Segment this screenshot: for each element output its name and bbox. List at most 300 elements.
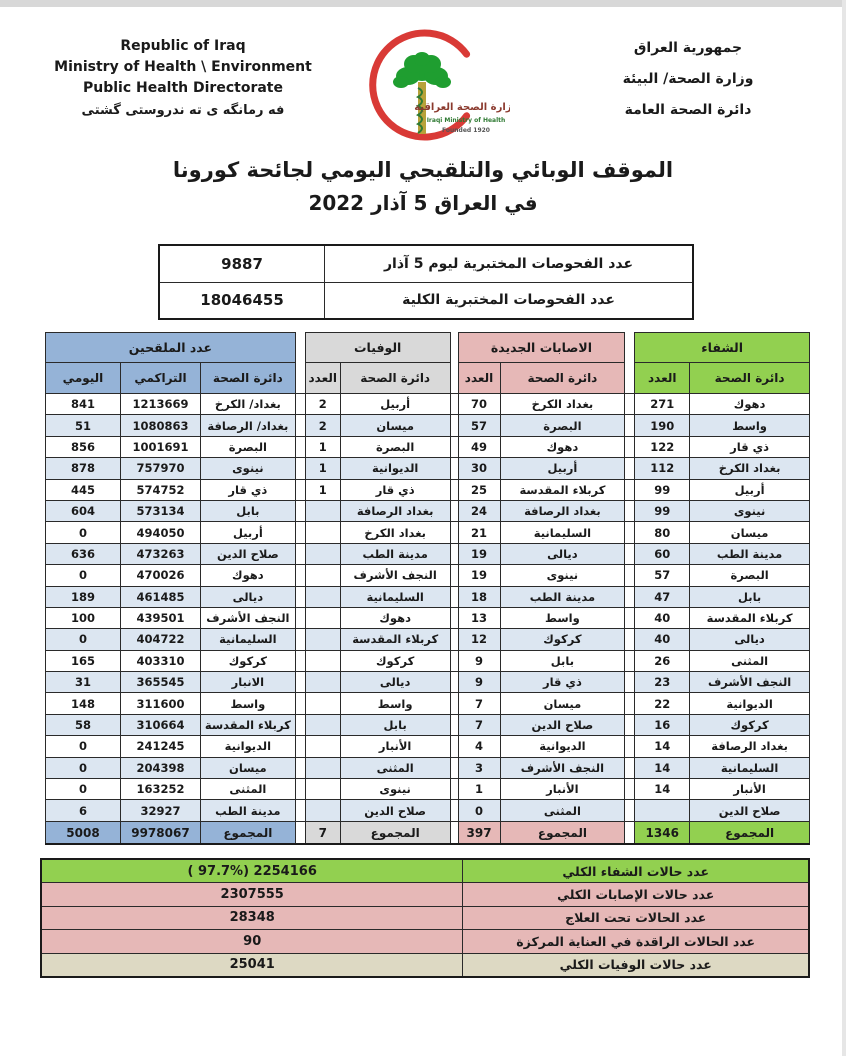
new-cases-count: 0 bbox=[458, 800, 500, 821]
deaths-count bbox=[305, 779, 340, 800]
summary-value: 2307555 bbox=[41, 883, 463, 907]
table-row bbox=[46, 779, 810, 800]
table-row bbox=[46, 672, 810, 693]
spacer-cell bbox=[625, 672, 635, 693]
logo-arabic-text: وزارة الصحة العراقية bbox=[414, 102, 510, 113]
spacer-cell bbox=[295, 415, 305, 436]
deaths-count bbox=[305, 672, 340, 693]
spacer-cell bbox=[625, 479, 635, 500]
new-cases-directorate: المثنى bbox=[500, 800, 625, 821]
lab-tests-row bbox=[159, 282, 693, 319]
spacer-cell bbox=[295, 629, 305, 650]
table-row bbox=[46, 800, 810, 821]
main-statistics-table bbox=[45, 332, 810, 845]
spacer-cell bbox=[625, 757, 635, 778]
recovery-directorate: ميسان bbox=[690, 522, 810, 543]
deaths-directorate: أربيل bbox=[340, 394, 450, 415]
vaccinated-daily: 6 bbox=[46, 800, 121, 821]
summary-row bbox=[41, 859, 809, 883]
vaccinated-cumulative: 1080863 bbox=[120, 415, 200, 436]
recovery-count: 80 bbox=[635, 522, 690, 543]
spacer-cell bbox=[450, 363, 458, 394]
spacer-cell bbox=[450, 394, 458, 415]
vaccinated-daily: 100 bbox=[46, 607, 121, 628]
vaccinated-daily: 31 bbox=[46, 672, 121, 693]
deaths-col-directorate: دائرة الصحة bbox=[340, 363, 450, 394]
deaths-count: 1 bbox=[305, 436, 340, 457]
table-row bbox=[46, 607, 810, 628]
vaccinated-col-cumulative: التراكمي bbox=[120, 363, 200, 394]
new-cases-directorate: البصرة bbox=[500, 415, 625, 436]
spacer-cell bbox=[450, 436, 458, 457]
spacer-cell bbox=[625, 779, 635, 800]
deaths-directorate: مدينة الطب bbox=[340, 543, 450, 564]
vaccinated-daily: 0 bbox=[46, 779, 121, 800]
recovery-count: 40 bbox=[635, 607, 690, 628]
spacer-cell bbox=[625, 693, 635, 714]
main-table-body bbox=[46, 394, 810, 845]
new-cases-count: 1 bbox=[458, 779, 500, 800]
vaccinated-daily: 636 bbox=[46, 543, 121, 564]
deaths-directorate: نينوى bbox=[340, 779, 450, 800]
vaccinated-daily: 878 bbox=[46, 458, 121, 479]
deaths-count bbox=[305, 586, 340, 607]
recovery-count: 14 bbox=[635, 779, 690, 800]
report-title-line2: في العراق 5 آذار 2022 bbox=[308, 191, 538, 215]
summary-label: عدد الحالات تحت العلاج bbox=[463, 906, 809, 930]
new-cases-count: 57 bbox=[458, 415, 500, 436]
deaths-total-value: 7 bbox=[305, 821, 340, 844]
deaths-total-label: المجموع bbox=[340, 821, 450, 844]
deaths-directorate: بغداد الكرخ bbox=[340, 522, 450, 543]
vaccinated-directorate: مدينة الطب bbox=[200, 800, 295, 821]
column-header-row bbox=[46, 363, 810, 394]
vaccinated-directorate: ديالى bbox=[200, 586, 295, 607]
summary-row bbox=[41, 906, 809, 930]
spacer-cell bbox=[450, 500, 458, 521]
vaccinated-cumulative: 404722 bbox=[120, 629, 200, 650]
vaccinated-col-directorate: دائرة الصحة bbox=[200, 363, 295, 394]
spacer-cell bbox=[625, 650, 635, 671]
deaths-count: 1 bbox=[305, 458, 340, 479]
recovery-directorate: بغداد الرصافة bbox=[690, 736, 810, 757]
new-cases-directorate: ديالى bbox=[500, 543, 625, 564]
deaths-count: 1 bbox=[305, 479, 340, 500]
table-row bbox=[46, 394, 810, 415]
table-row bbox=[46, 714, 810, 735]
deaths-directorate: ديالى bbox=[340, 672, 450, 693]
new-cases-count: 12 bbox=[458, 629, 500, 650]
deaths-directorate: واسط bbox=[340, 693, 450, 714]
vaccinated-daily: 856 bbox=[46, 436, 121, 457]
recovery-directorate: أربيل bbox=[690, 479, 810, 500]
table-row bbox=[46, 693, 810, 714]
vaccinated-cumulative: 310664 bbox=[120, 714, 200, 735]
spacer-cell bbox=[450, 800, 458, 821]
table-row bbox=[46, 436, 810, 457]
recovery-directorate: البصرة bbox=[690, 565, 810, 586]
new-cases-count: 30 bbox=[458, 458, 500, 479]
deaths-count bbox=[305, 629, 340, 650]
summary-row bbox=[41, 930, 809, 954]
new-cases-directorate: بغداد الرصافة bbox=[500, 500, 625, 521]
vaccinated-directorate: دهوك bbox=[200, 565, 295, 586]
spacer-cell bbox=[295, 800, 305, 821]
new-cases-directorate: مدينة الطب bbox=[500, 586, 625, 607]
deaths-count bbox=[305, 565, 340, 586]
spacer-cell bbox=[295, 821, 305, 844]
spacer-cell bbox=[625, 458, 635, 479]
recovery-count: 47 bbox=[635, 586, 690, 607]
spacer-cell bbox=[450, 693, 458, 714]
vaccinated-directorate: كربلاء المقدسة bbox=[200, 714, 295, 735]
spacer-cell bbox=[450, 543, 458, 564]
recovery-directorate: السليمانية bbox=[690, 757, 810, 778]
deaths-count bbox=[305, 522, 340, 543]
recovery-count: 122 bbox=[635, 436, 690, 457]
vaccinated-directorate: واسط bbox=[200, 693, 295, 714]
recovery-count: 14 bbox=[635, 757, 690, 778]
spacer-cell bbox=[625, 415, 635, 436]
deaths-count bbox=[305, 714, 340, 735]
header-english-block bbox=[18, 36, 348, 121]
spacer-cell bbox=[295, 500, 305, 521]
spacer-cell bbox=[295, 779, 305, 800]
new-cases-directorate: بابل bbox=[500, 650, 625, 671]
recovery-directorate: كربلاء المقدسة bbox=[690, 607, 810, 628]
deaths-directorate: دهوك bbox=[340, 607, 450, 628]
ministry-logo bbox=[342, 22, 510, 148]
vaccinated-directorate: بابل bbox=[200, 500, 295, 521]
new-cases-directorate: الديوانية bbox=[500, 736, 625, 757]
deaths-count bbox=[305, 607, 340, 628]
spacer-cell bbox=[625, 714, 635, 735]
new-cases-count: 25 bbox=[458, 479, 500, 500]
totals-row bbox=[46, 821, 810, 844]
vaccinated-cumulative: 311600 bbox=[120, 693, 200, 714]
vaccinated-directorate: أربيل bbox=[200, 522, 295, 543]
vaccinated-directorate: ذي قار bbox=[200, 479, 295, 500]
recovery-count: 190 bbox=[635, 415, 690, 436]
recovery-count: 14 bbox=[635, 736, 690, 757]
recovery-directorate: بابل bbox=[690, 586, 810, 607]
vaccinated-cumulative: 574752 bbox=[120, 479, 200, 500]
spacer-cell bbox=[450, 821, 458, 844]
vaccinated-daily: 0 bbox=[46, 629, 121, 650]
spacer-cell bbox=[625, 800, 635, 821]
vaccinated-table-title: عدد الملقحين bbox=[46, 333, 296, 363]
summary-value: 90 bbox=[41, 930, 463, 954]
recovery-count: 60 bbox=[635, 543, 690, 564]
spacer-cell bbox=[450, 333, 458, 363]
recovery-directorate: المثنى bbox=[690, 650, 810, 671]
spacer-cell bbox=[625, 736, 635, 757]
spacer-cell bbox=[295, 479, 305, 500]
summary-row bbox=[41, 953, 809, 977]
vaccinated-directorate: صلاح الدين bbox=[200, 543, 295, 564]
recovery-count: 57 bbox=[635, 565, 690, 586]
summary-value: 25041 bbox=[41, 953, 463, 977]
spacer-cell bbox=[625, 436, 635, 457]
summary-table-body bbox=[41, 859, 809, 977]
table-row bbox=[46, 629, 810, 650]
spacer-cell bbox=[625, 607, 635, 628]
report-title-line1: الموقف الوبائي والتلقيحي اليومي لجائحة كورونا bbox=[172, 158, 674, 182]
vaccinated-cumulative: 439501 bbox=[120, 607, 200, 628]
deaths-count bbox=[305, 543, 340, 564]
header-en-line2: Ministry of Health \ Environment bbox=[54, 59, 312, 75]
recovery-count: 112 bbox=[635, 458, 690, 479]
new-cases-count: 19 bbox=[458, 543, 500, 564]
spacer-cell bbox=[625, 565, 635, 586]
vaccinated-cumulative: 241245 bbox=[120, 736, 200, 757]
vaccinated-daily: 445 bbox=[46, 479, 121, 500]
spacer-cell bbox=[625, 500, 635, 521]
vaccinated-directorate: المثنى bbox=[200, 779, 295, 800]
report-title bbox=[0, 158, 846, 215]
spacer-cell bbox=[450, 629, 458, 650]
spacer-cell bbox=[625, 629, 635, 650]
lab-tests-label: عدد الفحوصات المختبرية الكلية bbox=[325, 282, 693, 319]
vaccinated-cumulative: 473263 bbox=[120, 543, 200, 564]
vaccinated-cumulative: 365545 bbox=[120, 672, 200, 693]
deaths-directorate: الأنبار bbox=[340, 736, 450, 757]
header-ar-line1: جمهورية العراق bbox=[633, 40, 743, 56]
recovery-directorate: بغداد الكرخ bbox=[690, 458, 810, 479]
table-row bbox=[46, 757, 810, 778]
vaccinated-cumulative: 1213669 bbox=[120, 394, 200, 415]
deaths-directorate: ميسان bbox=[340, 415, 450, 436]
new-cases-count: 9 bbox=[458, 672, 500, 693]
header-en-line1: Republic of Iraq bbox=[120, 38, 246, 54]
vaccinated-total-label: المجموع bbox=[200, 821, 295, 844]
logo-founded-text: Founded 1920 bbox=[442, 127, 490, 134]
table-row bbox=[46, 522, 810, 543]
new-cases-count: 19 bbox=[458, 565, 500, 586]
new-cases-directorate: السليمانية bbox=[500, 522, 625, 543]
vaccinated-directorate: البصرة bbox=[200, 436, 295, 457]
new-cases-directorate: صلاح الدين bbox=[500, 714, 625, 735]
new-cases-directorate: ذي قار bbox=[500, 672, 625, 693]
deaths-directorate: كركوك bbox=[340, 650, 450, 671]
vaccinated-cumulative: 573134 bbox=[120, 500, 200, 521]
vaccinated-daily: 0 bbox=[46, 736, 121, 757]
deaths-count: 2 bbox=[305, 394, 340, 415]
spacer-cell bbox=[295, 736, 305, 757]
recovery-directorate: كركوك bbox=[690, 714, 810, 735]
deaths-table-title: الوفيات bbox=[305, 333, 450, 363]
deaths-directorate: النجف الأشرف bbox=[340, 565, 450, 586]
spacer-cell bbox=[295, 543, 305, 564]
vaccinated-daily: 604 bbox=[46, 500, 121, 521]
vaccinated-daily: 165 bbox=[46, 650, 121, 671]
spacer-cell bbox=[295, 565, 305, 586]
spacer-cell bbox=[450, 586, 458, 607]
spacer-cell bbox=[295, 522, 305, 543]
summary-value: 28348 bbox=[41, 906, 463, 930]
header-kurdish-line: فه رمانگه ی ته ندروستی گشتی bbox=[81, 103, 285, 118]
recovery-directorate: صلاح الدين bbox=[690, 800, 810, 821]
deaths-count bbox=[305, 757, 340, 778]
spacer-cell bbox=[295, 607, 305, 628]
vaccinated-total-cumulative: 9978067 bbox=[120, 821, 200, 844]
new-cases-directorate: كركوك bbox=[500, 629, 625, 650]
new-cases-col-directorate: دائرة الصحة bbox=[500, 363, 625, 394]
spacer-cell bbox=[295, 394, 305, 415]
recovery-count: 16 bbox=[635, 714, 690, 735]
vaccinated-cumulative: 494050 bbox=[120, 522, 200, 543]
spacer-cell bbox=[295, 672, 305, 693]
spacer-cell bbox=[295, 363, 305, 394]
spacer-cell bbox=[295, 714, 305, 735]
recovery-table-title: الشفاء bbox=[635, 333, 810, 363]
table-row bbox=[46, 565, 810, 586]
recovery-count: 22 bbox=[635, 693, 690, 714]
recovery-count: 23 bbox=[635, 672, 690, 693]
new-cases-directorate: أربيل bbox=[500, 458, 625, 479]
spacer-cell bbox=[625, 586, 635, 607]
table-row bbox=[46, 650, 810, 671]
vaccinated-daily: 841 bbox=[46, 394, 121, 415]
table-row bbox=[46, 543, 810, 564]
vaccinated-daily: 148 bbox=[46, 693, 121, 714]
deaths-count bbox=[305, 736, 340, 757]
recovery-col-count: العدد bbox=[635, 363, 690, 394]
new-cases-directorate: النجف الأشرف bbox=[500, 757, 625, 778]
vaccinated-cumulative: 757970 bbox=[120, 458, 200, 479]
lab-tests-value: 18046455 bbox=[159, 282, 325, 319]
new-cases-directorate: كربلاء المقدسة bbox=[500, 479, 625, 500]
summary-table bbox=[40, 858, 810, 978]
recovery-total-label: المجموع bbox=[690, 821, 810, 844]
new-cases-count: 9 bbox=[458, 650, 500, 671]
new-cases-col-count: العدد bbox=[458, 363, 500, 394]
recovery-directorate: ذي قار bbox=[690, 436, 810, 457]
recovery-directorate: ديالى bbox=[690, 629, 810, 650]
vaccinated-daily: 189 bbox=[46, 586, 121, 607]
new-cases-count: 70 bbox=[458, 394, 500, 415]
lab-tests-row bbox=[159, 245, 693, 282]
summary-label: عدد الحالات الراقدة في العناية المركزة bbox=[463, 930, 809, 954]
recovery-count: 271 bbox=[635, 394, 690, 415]
spacer-cell bbox=[295, 693, 305, 714]
spacer-cell bbox=[450, 522, 458, 543]
spacer-cell bbox=[450, 650, 458, 671]
new-cases-count: 21 bbox=[458, 522, 500, 543]
new-cases-directorate: الأنبار bbox=[500, 779, 625, 800]
table-row bbox=[46, 479, 810, 500]
vaccinated-directorate: بغداد/ الرصافة bbox=[200, 415, 295, 436]
vaccinated-cumulative: 32927 bbox=[120, 800, 200, 821]
new-cases-count: 7 bbox=[458, 693, 500, 714]
vaccinated-directorate: نينوى bbox=[200, 458, 295, 479]
deaths-count bbox=[305, 800, 340, 821]
vaccinated-cumulative: 204398 bbox=[120, 757, 200, 778]
spacer-cell bbox=[295, 436, 305, 457]
spacer-cell bbox=[625, 363, 635, 394]
new-cases-total-label: المجموع bbox=[500, 821, 625, 844]
recovery-directorate: الديوانية bbox=[690, 693, 810, 714]
deaths-directorate: بغداد الرصافة bbox=[340, 500, 450, 521]
spacer-cell bbox=[625, 522, 635, 543]
vaccinated-daily: 0 bbox=[46, 565, 121, 586]
table-row bbox=[46, 415, 810, 436]
recovery-directorate: دهوك bbox=[690, 394, 810, 415]
header-ar-line2: وزارة الصحة/ البيئة bbox=[622, 71, 754, 87]
table-row bbox=[46, 586, 810, 607]
summary-value: ( 97.7%) 2254166 bbox=[41, 859, 463, 883]
header-en-line3: Public Health Directorate bbox=[83, 80, 283, 96]
spacer-cell bbox=[295, 586, 305, 607]
vaccinated-cumulative: 461485 bbox=[120, 586, 200, 607]
spacer-cell bbox=[295, 650, 305, 671]
vaccinated-directorate: الديوانية bbox=[200, 736, 295, 757]
lab-tests-value: 9887 bbox=[159, 245, 325, 282]
new-cases-directorate: واسط bbox=[500, 607, 625, 628]
recovery-directorate: الأنبار bbox=[690, 779, 810, 800]
spacer-cell bbox=[450, 565, 458, 586]
deaths-count: 2 bbox=[305, 415, 340, 436]
vaccinated-cumulative: 403310 bbox=[120, 650, 200, 671]
table-row bbox=[46, 458, 810, 479]
deaths-directorate: الديوانية bbox=[340, 458, 450, 479]
deaths-directorate: ذي قار bbox=[340, 479, 450, 500]
new-cases-count: 3 bbox=[458, 757, 500, 778]
summary-label: عدد حالات الشفاء الكلي bbox=[463, 859, 809, 883]
new-cases-table-title: الاصابات الجديدة bbox=[458, 333, 625, 363]
vaccinated-directorate: النجف الأشرف bbox=[200, 607, 295, 628]
deaths-directorate: صلاح الدين bbox=[340, 800, 450, 821]
spacer-cell bbox=[450, 415, 458, 436]
new-cases-directorate: دهوك bbox=[500, 436, 625, 457]
new-cases-count: 18 bbox=[458, 586, 500, 607]
header-ar-line3: دائرة الصحة العامة bbox=[624, 102, 752, 118]
vaccinated-directorate: ميسان bbox=[200, 757, 295, 778]
new-cases-directorate: نينوى bbox=[500, 565, 625, 586]
recovery-col-directorate: دائرة الصحة bbox=[690, 363, 810, 394]
recovery-count: 40 bbox=[635, 629, 690, 650]
logo-english-text: Iraqi Ministry of Health bbox=[426, 117, 506, 124]
table-row bbox=[46, 500, 810, 521]
summary-row bbox=[41, 883, 809, 907]
recovery-count: 99 bbox=[635, 500, 690, 521]
vaccinated-cumulative: 470026 bbox=[120, 565, 200, 586]
new-cases-count: 7 bbox=[458, 714, 500, 735]
new-cases-count: 49 bbox=[458, 436, 500, 457]
deaths-count bbox=[305, 500, 340, 521]
spacer-cell bbox=[625, 333, 635, 363]
spacer-cell bbox=[625, 821, 635, 844]
recovery-directorate: واسط bbox=[690, 415, 810, 436]
summary-label: عدد حالات الإصابات الكلي bbox=[463, 883, 809, 907]
spacer-cell bbox=[625, 543, 635, 564]
table-row bbox=[46, 736, 810, 757]
new-cases-count: 4 bbox=[458, 736, 500, 757]
spacer-cell bbox=[450, 672, 458, 693]
vaccinated-directorate: بغداد/ الكرخ bbox=[200, 394, 295, 415]
deaths-directorate: بابل bbox=[340, 714, 450, 735]
spacer-cell bbox=[450, 458, 458, 479]
new-cases-count: 13 bbox=[458, 607, 500, 628]
recovery-directorate: النجف الأشرف bbox=[690, 672, 810, 693]
vaccinated-daily: 51 bbox=[46, 415, 121, 436]
spacer-cell bbox=[450, 607, 458, 628]
recovery-count: 26 bbox=[635, 650, 690, 671]
lab-tests-table-body bbox=[159, 245, 693, 319]
header-arabic-block bbox=[558, 40, 818, 133]
deaths-col-count: العدد bbox=[305, 363, 340, 394]
lab-tests-label: عدد الفحوصات المختبرية ليوم 5 آذار bbox=[325, 245, 693, 282]
